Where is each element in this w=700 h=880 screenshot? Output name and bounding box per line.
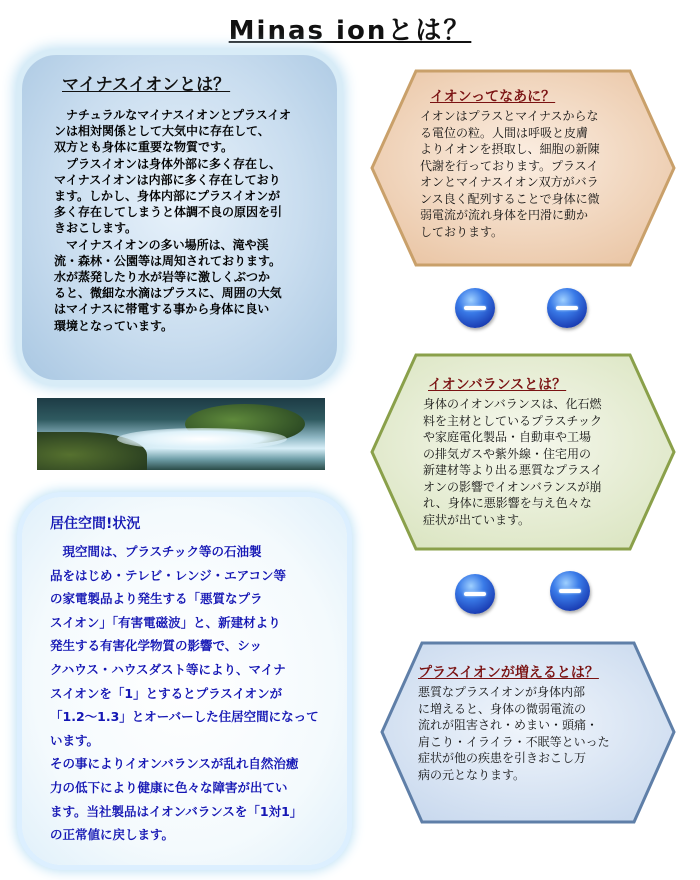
text-line: います。 bbox=[50, 732, 100, 748]
text-line: る電位の粒。人間は呼吸と皮膚 bbox=[420, 125, 589, 140]
negative-ion-text bbox=[54, 107, 336, 334]
waterfall-photo bbox=[37, 398, 325, 470]
text-line: れ、身体に悪影響を与え色々な bbox=[423, 496, 592, 510]
text-line: クハウス・ハウスダスト等により、マイナ bbox=[50, 661, 286, 677]
text-line: ると、微細な水滴はプラスに、周囲の大気 bbox=[54, 286, 282, 301]
text-line: 病の元となります。 bbox=[418, 767, 526, 782]
text-line: よりイオンを摂取し、細胞の新陳 bbox=[420, 142, 600, 156]
text-line: しております。 bbox=[420, 224, 504, 239]
ion-balance-heading: イオンバランスとは？ bbox=[428, 377, 567, 393]
plus-ion-hexagon bbox=[378, 640, 678, 825]
text-line: の家電製品より発生する「悪質なプラ bbox=[50, 591, 263, 607]
text-line: イオンはプラスとマイナスからな bbox=[420, 109, 599, 123]
text-line: の正常値に戻します。 bbox=[50, 827, 175, 843]
text-line: オンとマイナスイオン双方がバラ bbox=[420, 175, 599, 189]
negative-ion-box bbox=[22, 55, 337, 380]
plus-ion-heading: プラスイオンが増えるとは？ bbox=[418, 665, 599, 681]
minus-ion-ball-icon bbox=[455, 574, 495, 614]
text-line: 多く存在してしまうと体調不良の原因を引 bbox=[54, 205, 283, 220]
text-line: 症状が他の疾患を引きおこし万 bbox=[418, 751, 587, 765]
text-line: 品をはじめ・テレビ・レンジ・エアコン等 bbox=[50, 567, 287, 583]
negative-ion-heading: マイナスイオンとは？ bbox=[62, 75, 231, 95]
ion-hexagon bbox=[368, 68, 678, 268]
text-line: や家庭電化製品・自動車や工場 bbox=[423, 430, 592, 444]
text-line: ます。当社製品はイオンバランスを「1対1」 bbox=[50, 803, 303, 819]
text-line: 症状が出ています。 bbox=[423, 512, 531, 527]
text-line: スイオンを「1」とするとプラスイオンが bbox=[50, 685, 283, 701]
text-line: の排気ガスや紫外線・住宅用の bbox=[423, 446, 592, 461]
text-line: 「1.2～1.3」とオーバーした住居空間になって bbox=[50, 709, 319, 725]
text-line: 力の低下により健康に色々な障害が出てい bbox=[50, 779, 288, 795]
text-line: 環境となっています。 bbox=[54, 318, 174, 333]
text-line: マイナスイオンの多い場所は、滝や渓 bbox=[54, 237, 269, 252]
living-space-heading: 居住空間!状況 bbox=[50, 516, 141, 532]
text-line: オンの影響でイオンバランスが崩 bbox=[423, 479, 602, 494]
text-line: ます。しかし、身体内部にプラスイオンが bbox=[54, 189, 281, 204]
text-line: 流・森林・公園等は周知されております。 bbox=[54, 253, 282, 268]
minus-ion-ball-icon bbox=[455, 288, 495, 328]
text-line: 代謝を行っております。プラスイ bbox=[420, 158, 599, 173]
text-line: 双方とも身体に重要な物質です。 bbox=[54, 140, 234, 155]
text-line: 肩こり・イライラ・不眠等といった bbox=[418, 734, 610, 749]
text-line: 弱電流が流れ身体を円滑に動か bbox=[420, 208, 589, 222]
ion-balance-text bbox=[423, 396, 653, 528]
text-line: に増えると、身体の微弱電流の bbox=[418, 701, 587, 716]
text-line: ンは相対関係として大気中に存在して、 bbox=[54, 124, 270, 139]
text-line: スイオン」「有害電磁波」と、新建材より bbox=[50, 614, 281, 630]
water-splash bbox=[117, 428, 287, 450]
text-line: プラスイオンは身体外部に多く存在し、 bbox=[54, 156, 282, 171]
minus-ion-ball-icon bbox=[550, 571, 590, 611]
living-space-box bbox=[22, 497, 347, 865]
text-line: その事によりイオンバランスが乱れ自然治癒 bbox=[50, 756, 299, 772]
text-line: はマイナスに帯電する事から身体に良い bbox=[54, 302, 270, 317]
page-title: Minas ionとは？ bbox=[228, 16, 472, 46]
text-line: きおこします。 bbox=[54, 221, 138, 236]
ion-balance-hexagon bbox=[368, 352, 678, 552]
text-line: マイナスイオンは内部に多く存在しており bbox=[54, 172, 281, 187]
plus-ion-text bbox=[418, 684, 648, 783]
minus-ion-ball-icon bbox=[547, 288, 587, 328]
text-line: 現空間は、プラスチック等の石油製 bbox=[50, 544, 262, 559]
ion-heading: イオンってなあに？ bbox=[430, 89, 556, 105]
text-line: 流れが阻害され・めまい・頭痛・ bbox=[418, 718, 599, 732]
text-line: 発生する有害化学物質の影響で、シッ bbox=[50, 638, 263, 654]
text-line: 悪質なプラスイオンが身体内部 bbox=[418, 685, 586, 699]
text-line: ナチュラルなマイナスイオンとプラスイオ bbox=[54, 108, 292, 122]
text-line: 水が蒸発したり水が岩等に激しくぶつか bbox=[54, 270, 271, 285]
ion-text bbox=[420, 108, 650, 240]
text-line: ンス良く配列することで身体に微 bbox=[420, 191, 600, 206]
text-line: 身体のイオンバランスは、化石燃 bbox=[423, 397, 602, 411]
text-line: 料を主材としているプラスチック bbox=[423, 413, 603, 428]
text-line: 新建材等より出る悪質なプラスイ bbox=[423, 463, 603, 477]
living-space-text bbox=[50, 540, 350, 847]
